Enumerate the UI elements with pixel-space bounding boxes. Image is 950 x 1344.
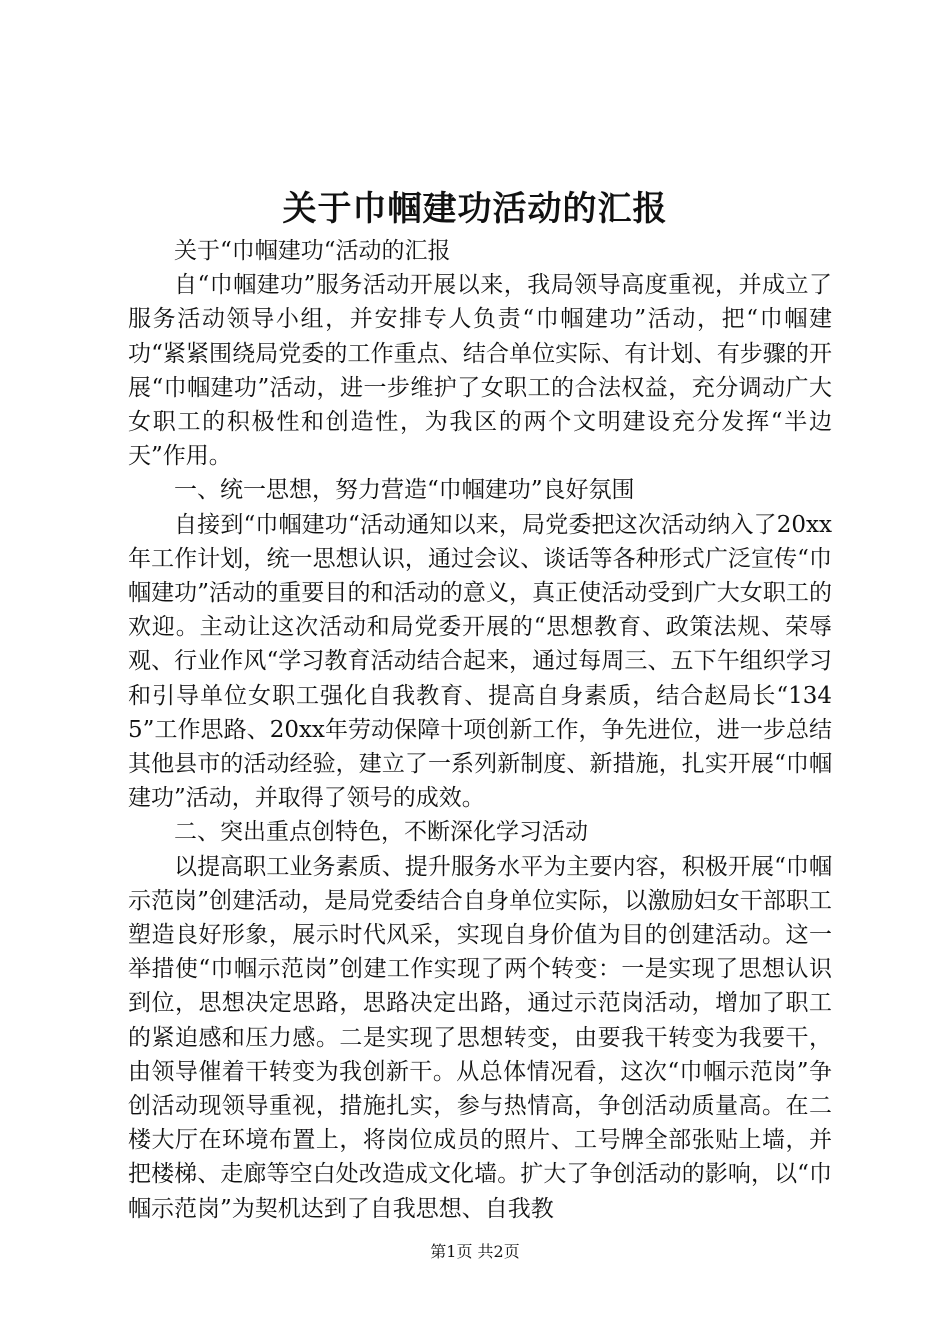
paragraph-section-1: 自接到“巾帼建功“活动通知以来，局党委把这次活动纳入了20xx年工作计划，统一思想认识，通过会议、谈话等各种形式广泛宣传“巾帼建功”活动的重要目的和活动的意义，真正使活动受到广大女职工的欢迎。主动让这次活动和局党委开展的“思想教育、政策法规、荣辱观、行业作风“学习教育活动结合起来，通过每周三、五下午组织学习和引导单位女职工强化自我教育、提高自身素质，结合赵局长“1345”工作思路、20xx年劳动保障十项创新工作，争先进位，进一步总结其他县市的活动经验，建立了一系列新制度、新措施，扎实开展“巾帼建功”活动，并取得了领号的成效。	[128, 511, 832, 812]
paragraph-heading: 关于“巾帼建功“活动的汇报	[174, 238, 451, 264]
paragraph-intro: 自“巾帼建功”服务活动开展以来，我局领导高度重视，并成立了服务活动领导小组，并安排专人负责“巾帼建功”活动，把“巾帼建功“紧紧围绕局党委的工作重点、结合单位实际、有计划、有步骤的开展“巾帼建功”活动，进一步维护了女职工的合法权益，充分调动广大女职工的积极性和创造性，为我区的两个文明建设充分发挥“半边天”作用。	[128, 272, 832, 470]
document-body	[128, 234, 832, 1226]
section-heading-2: 二、突出重点创特色，不断深化学习活动	[174, 819, 588, 846]
section-heading-1: 一、统一思想，努力营造“巾帼建功”良好氛围	[174, 477, 635, 504]
page-number: 第1页 共2页	[430, 1242, 520, 1261]
paragraph-section-2: 以提高职工业务素质、提升服务水平为主要内容，积极开展“巾帼示范岗”创建活动，是局党委结合自身单位实际，以激励妇女干部职工塑造良好形象，展示时代风采，实现自身价值为目的创建活动。这一举措使“巾帼示范岗”创建工作实现了两个转变：一是实现了思想认识到位，思想决定思路，思路决定出路，通过示范岗活动，增加了职工的紧迫感和压力感。二是实现了思想转变，由要我干转变为我要干，由领导催着干转变为我创新干。从总体情况看，这次“巾帼示范岗”争创活动现领导重视，措施扎实，参与热情高，争创活动质量高。在二楼大厅在环境布置上，将岗位成员的照片、工号牌全部张贴上墙，并把楼梯、走廊等空白处改造成文化墙。扩大了争创活动的影响，以“巾帼示范岗”为契机达到了自我思想、自我教	[128, 853, 832, 1222]
document-title: 关于巾帼建功活动的汇报	[282, 189, 668, 229]
